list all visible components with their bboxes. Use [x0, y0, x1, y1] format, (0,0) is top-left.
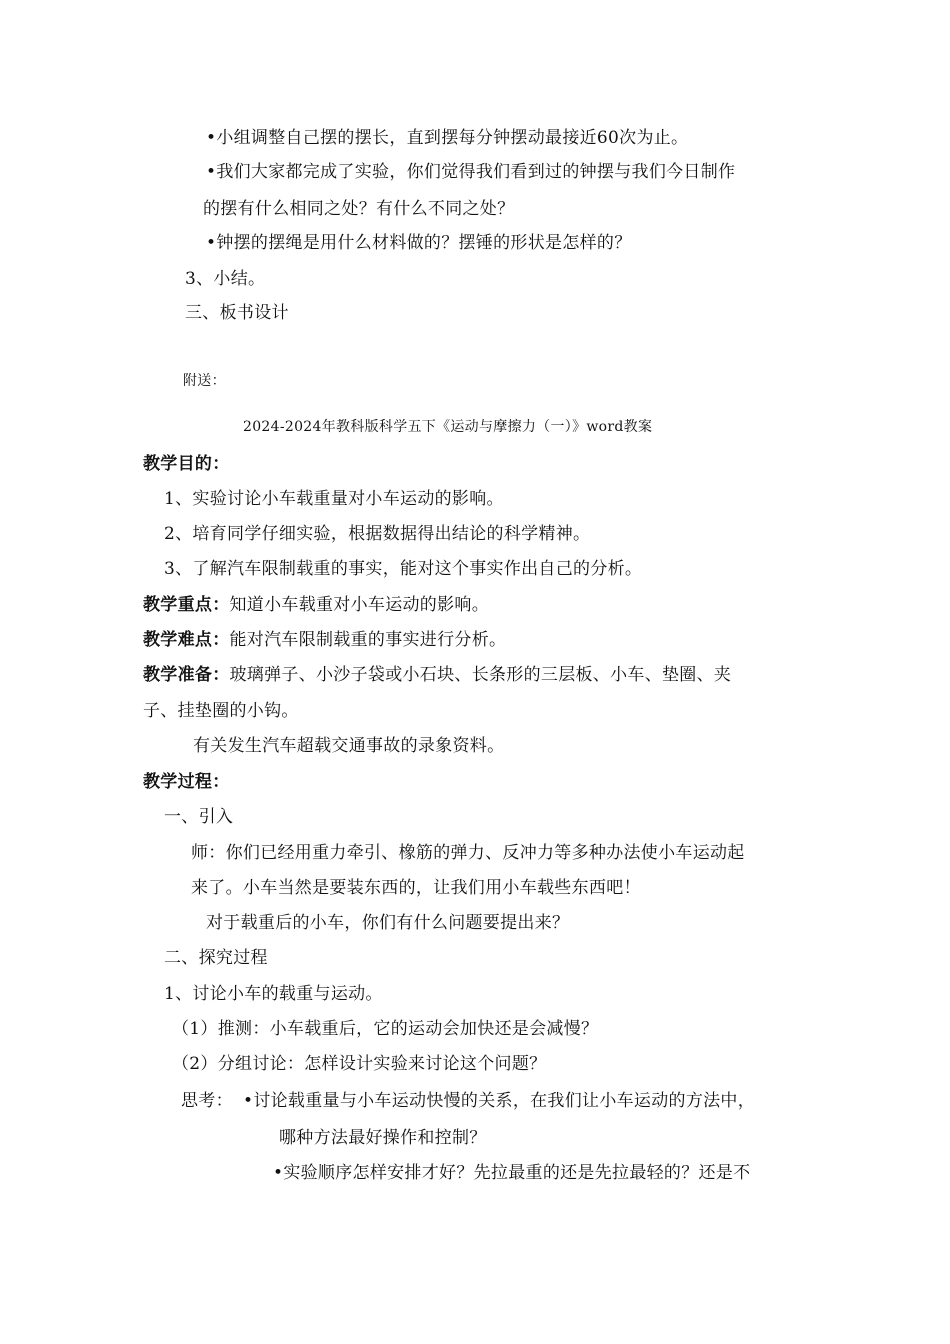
text-line: 对于载重后的小车，你们有什么问题要提出来？	[206, 913, 570, 933]
preparation-text: 玻璃弹子、小沙子袋或小石块、长条形的三层板、小车、垫圈、夹	[229, 665, 732, 685]
text-line: 的摆有什么相同之处？有什么不同之处？	[203, 199, 515, 219]
section-heading: 一、引入	[164, 807, 234, 827]
key-point-text: 知道小车载重对小车运动的影响。	[229, 595, 489, 615]
text-line: •钟摆的摆绳是用什么材料做的？摆锤的形状是怎样的？	[206, 233, 632, 253]
text-line: •实验顺序怎样安排才好？先拉最重的还是先拉最轻的？还是不	[273, 1163, 751, 1183]
goal-item: 2、培育同学仔细实验，根据数据得出结论的科学精神。	[164, 524, 591, 544]
text-line: （2）分组讨论：怎样设计实验来讨论这个问题？	[172, 1054, 547, 1074]
process-heading: 教学过程：	[143, 772, 230, 792]
difficulty-point	[143, 628, 506, 652]
text-line: •我们大家都完成了实验，你们觉得我们看到过的钟摆与我们今日制作	[206, 162, 736, 182]
key-point	[143, 593, 489, 617]
section-heading: 二、探究过程	[164, 948, 268, 968]
text-line: 师：你们已经用重力牵引、橡筋的弹力、反冲力等多种办法使小车运动起	[191, 843, 745, 863]
text-line: •小组调整自己摆的摆长，直到摆每分钟摆动最接近60次为止。	[206, 128, 689, 148]
text-line: 哪种方法最好操作和控制？	[279, 1128, 487, 1148]
section-heading: 三、板书设计	[185, 303, 289, 323]
preparation-label: 教学准备：	[143, 665, 230, 685]
text-line: 有关发生汽车超载交通事故的录象资料。	[193, 736, 505, 756]
text-line: 子、挂垫圈的小钩。	[143, 701, 299, 721]
think-label: 思考：	[181, 1091, 233, 1111]
appendix-label: 附送：	[183, 373, 226, 389]
document-title: 2024-2024年教科版科学五下《运动与摩擦力（一）》word教案	[243, 419, 653, 435]
text-line: 来了。小车当然是要装东西的，让我们用小车载些东西吧！	[191, 878, 641, 898]
text-line: •讨论载重量与小车运动快慢的关系，在我们让小车运动的方法中，	[243, 1091, 756, 1111]
goal-item: 1、实验讨论小车载重量对小车运动的影响。	[164, 489, 504, 509]
difficulty-label: 教学难点：	[143, 630, 230, 650]
preparation	[143, 663, 731, 687]
goal-item: 3、了解汽车限制载重的事实，能对这个事实作出自己的分析。	[164, 559, 643, 579]
text-line: 1、讨论小车的载重与运动。	[164, 984, 383, 1004]
difficulty-text: 能对汽车限制载重的事实进行分析。	[229, 630, 507, 650]
key-point-label: 教学重点：	[143, 595, 230, 615]
text-line: （1）推测：小车载重后，它的运动会加快还是会减慢？	[172, 1019, 599, 1039]
text-line: 3、小结。	[185, 269, 266, 289]
goals-heading: 教学目的：	[143, 454, 230, 474]
